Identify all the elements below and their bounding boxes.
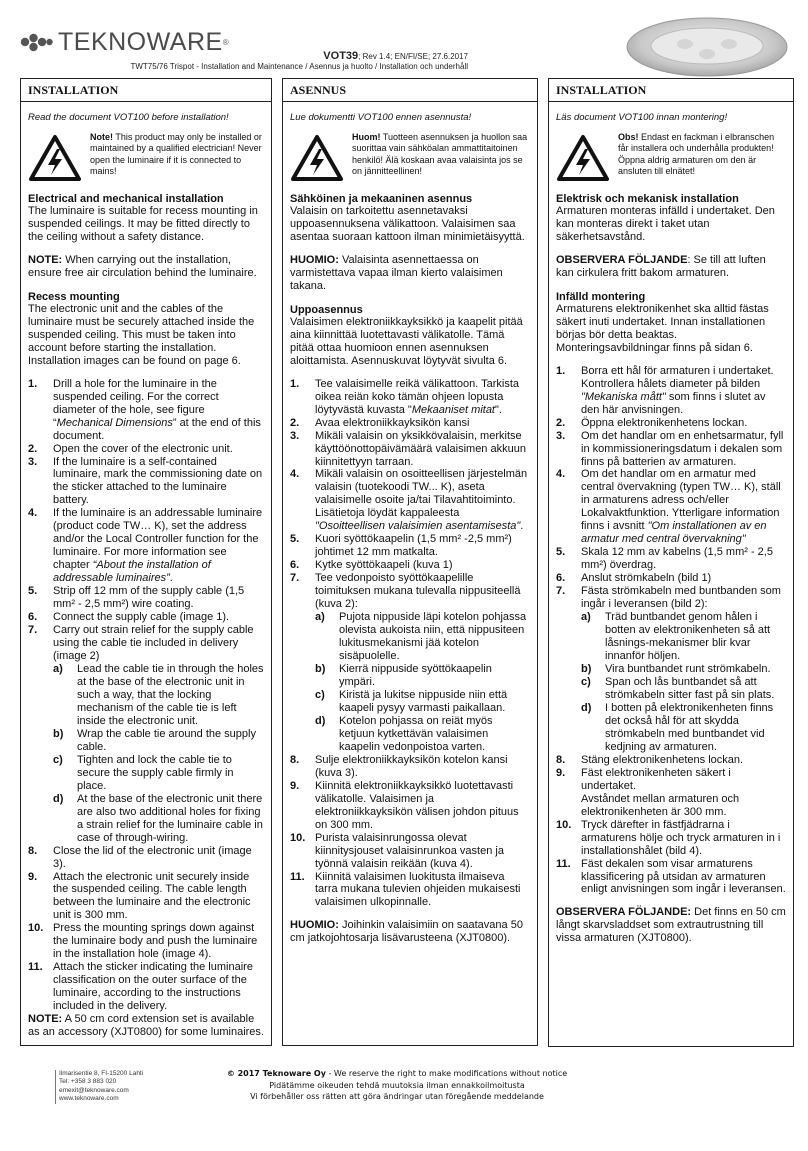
installation-steps xyxy=(290,378,530,910)
accessory-label: HUOMIO: xyxy=(290,919,339,932)
step-item xyxy=(28,456,264,508)
website: www.teknoware.com xyxy=(59,1095,119,1103)
step-number: 9. xyxy=(290,779,300,792)
step-item xyxy=(28,507,264,585)
step-item xyxy=(556,858,786,897)
step-number: 3. xyxy=(290,429,300,442)
step-number: 6. xyxy=(556,572,566,585)
note-text: When carrying out the installation, ensure free air circulation behind the luminaire. xyxy=(28,253,257,279)
warning-triangle-icon xyxy=(290,134,344,182)
electrical-heading: Sähköinen ja mekaaninen asennus xyxy=(290,193,473,205)
step-text-part: . xyxy=(169,572,173,585)
step-number: 10. xyxy=(28,922,44,935)
copyright-fi: Pidätämme oikeuden tehdä muutoksia ilman ennakkoilmoitusta xyxy=(269,1080,525,1090)
sub-step-letter: c) xyxy=(53,753,63,766)
step-number: 6. xyxy=(28,611,38,624)
recess-heading: Uppoasennus xyxy=(290,303,363,316)
step-text: If the luminaire is a self-contained luminaire, mark the commissioning date on the sticker attached to the luminaire battery. xyxy=(53,455,263,507)
accessory-label: OBSERVERA FÖLJANDE: xyxy=(556,906,692,919)
step-text: Kuori syöttökaapelin (1,5 mm² -2,5 mm²) johtimet 12 mm matkalta. xyxy=(315,533,512,559)
sub-step-letter: a) xyxy=(53,663,63,675)
step-item xyxy=(556,468,786,546)
step-item xyxy=(290,559,530,572)
note-label: NOTE: xyxy=(28,253,63,266)
sub-step-text: Span och lås buntbandet så att strömkabeln sitter fast på sin plats. xyxy=(605,675,775,701)
warning-box xyxy=(556,132,786,182)
warning-text: This product may only be installed or maintained by a qualified electrician! Never open the luminaire if it is connected to mains! xyxy=(90,132,262,176)
sub-step xyxy=(315,663,530,689)
step-number: 4. xyxy=(556,468,566,481)
installation-steps xyxy=(556,365,786,897)
section-title: INSTALLATION xyxy=(549,79,793,102)
intro-note: Läs document VOT100 innan montering! xyxy=(556,112,728,123)
step-text: Skala 12 mm av kabelns (1,5 mm² - 2,5 mm²) överdrag. xyxy=(581,546,773,572)
sub-step-letter: c) xyxy=(581,675,591,688)
email: emexit@teknoware.com xyxy=(59,1086,129,1094)
step-item xyxy=(290,754,530,780)
step-number: 8. xyxy=(556,753,566,766)
sub-step-text: Pujota nippuside läpi kotelon pohjassa olevista aukoista niin, että nippusiteen lukitusmekanismi jää kotelon sisäpuolelle. xyxy=(339,611,527,663)
step-text-part: "Om installationen av en armatur med central övervakning" xyxy=(581,520,767,546)
step-text: Kytke syöttökaapeli (kuva 1) xyxy=(315,559,453,572)
step-number: 7. xyxy=(290,572,300,585)
note-paragraph xyxy=(290,254,530,293)
recess-text: Armaturens elektronikenhet ska alltid fästas säkert inuti undertaket. Innan installationen börjas bör detta beaktas. Monteringsavbildningar finns på sidan 6. xyxy=(556,302,769,354)
step-number: 5. xyxy=(556,546,566,559)
step-number: 2. xyxy=(28,442,38,455)
step-text-part: Borra ett hål för armaturen i undertaket. Kontrollera hålets diameter på bilden xyxy=(581,364,774,390)
electrical-heading: Elektrisk och mekanisk installation xyxy=(556,193,739,205)
warning-text: Tuotteen asennuksen ja huollon saa suorittaa vain sähköalan ammattitaitoinen henkilö! Älä koskaan avaa valaisinta jos se on jännitteellinen! xyxy=(352,132,528,176)
step-text: Attach the sticker indicating the luminaire classification on the outer surface of the luminaire, according to the instructions included in the delivery. xyxy=(53,961,253,1013)
recess-text: The electronic unit and the cables of the luminaire must be securely attached inside the suspended ceiling. This must be taken into account before starting the installation. Installation images can be found on page 6. xyxy=(28,302,255,367)
step-number: 5. xyxy=(290,533,300,546)
sub-step-letter: b) xyxy=(581,663,592,675)
sub-steps xyxy=(53,663,264,845)
step-number: 11. xyxy=(556,857,571,870)
recess-text: Valaisimen elektroniikkayksikkö ja kaapelit pitää aina kiinnittää luotettavasti välikatolle. Tämä pitää ottaa huomioon ennen asennuksen aloittamista. Asennuskuvat löytyvät sivulta 6. xyxy=(290,315,523,367)
step-item xyxy=(556,572,786,585)
sub-step xyxy=(53,663,264,728)
column-english xyxy=(20,78,272,1046)
sub-step-letter: a) xyxy=(581,611,591,624)
sub-step-text: I botten på elektronikenheten finns det också hål för att skydda strömkabeln med buntbandet vid kedjning av armaturen. xyxy=(605,701,774,753)
step-text: Mikäli valaisin on yksikkövalaisin, merkitse käyttöönottopäivämäärä valaisimen akkuun kiinnitettyyn tarraan. xyxy=(315,429,526,468)
step-item xyxy=(28,624,264,844)
step-item xyxy=(556,754,786,767)
sub-step xyxy=(53,728,264,754)
step-text: Press the mounting springs down against the luminaire body and push the luminaire in the installation hole (image 4). xyxy=(53,922,258,961)
accessory-text: Joihinkin valaisimiin on saatavana 50 cm jatkojohtosarja lisävarusteena (XJT0800). xyxy=(290,919,523,945)
step-text: Om det handlar om en enhetsarmatur, fyll in kommissioneringsdatum i dekalen som finns på batterien av armaturen. xyxy=(581,429,784,468)
step-text-part: ” at the end of this document. xyxy=(53,416,261,442)
step-text-part: "Osoitteellisen valaisimien asentamisesta" xyxy=(315,520,521,533)
warning-label: Huom! xyxy=(352,132,381,142)
sub-step-letter: c) xyxy=(315,688,325,701)
step-number: 6. xyxy=(290,559,300,572)
step-text: Stäng elektronikenhetens lockan. xyxy=(581,753,744,766)
sub-steps xyxy=(315,611,530,754)
step-item xyxy=(290,378,530,417)
step-text-part: Mekaaniset mitat xyxy=(411,403,495,416)
step-text: Close the lid of the electronic unit (image 3). xyxy=(53,844,252,870)
step-number: 9. xyxy=(28,870,38,883)
step-text: Purista valaisinrungossa olevat kiinnitysjouset valaisinrunkoa vasten ja työnnä valaisin reikään (kuva 4). xyxy=(315,831,504,870)
step-number: 7. xyxy=(28,624,38,637)
step-item xyxy=(556,585,786,754)
note-text: : Se till att luften kan cirkulera fritt bakom armaturen. xyxy=(556,253,766,279)
step-text: Open the cover of the electronic unit. xyxy=(53,442,233,455)
sub-step xyxy=(581,676,786,702)
step-number: 10. xyxy=(290,831,306,844)
step-text: Kiinnitä elektroniikkayksikkö luotettavasti välikatolle. Valaisimen ja elektroniikkayksikön välisen johdon pituus on 300 mm. xyxy=(315,779,519,831)
step-item xyxy=(28,443,264,456)
copyright-holder: © 2017 Teknoware Oy xyxy=(226,1069,326,1078)
accessory-note xyxy=(556,906,786,945)
accessory-text: A 50 cm cord extension set is available as an accessory (XJT0800) for some luminaires. xyxy=(28,1013,264,1039)
step-number: 5. xyxy=(28,585,38,598)
warning-triangle-icon xyxy=(28,134,82,182)
sub-step-text: At the base of the electronic unit there are also two additional holes for fixing a strain relief for the luminaire cable in case of through-wiring. xyxy=(77,792,263,844)
sub-step-text: Tighten and lock the cable tie to secure the supply cable firmly in place. xyxy=(77,753,234,792)
sub-step xyxy=(581,663,786,676)
step-item xyxy=(290,572,530,754)
step-item xyxy=(556,546,786,572)
step-text: Attach the electronic unit securely inside the suspended ceiling. The cable length between the luminaire and the electronic unit is 300 mm. xyxy=(53,870,251,922)
sub-step-text: Kierrä nippuside syöttökaapelin ympäri. xyxy=(339,663,492,688)
step-number: 2. xyxy=(290,416,300,429)
note-label: OBSERVERA FÖLJANDE xyxy=(556,253,688,266)
step-text: Fäst elektronikenheten säkert i undertaket. xyxy=(581,766,731,792)
installation-steps xyxy=(28,378,264,1013)
doc-meta: ; Rev 1.4; EN/FI/SE; 27.6.2017 xyxy=(358,52,468,61)
copyright-en: - We reserve the right to make modifications without notice xyxy=(325,1069,568,1078)
step-item xyxy=(290,832,530,871)
step-text: Connect the supply cable (image 1). xyxy=(53,611,230,624)
step-text-part: Drill a hole for the luminaire in the suspended ceiling. For the correct diameter of the hole, see figure “ xyxy=(53,377,219,429)
recess-heading: Recess mounting xyxy=(28,290,120,303)
column-swedish xyxy=(548,78,794,1047)
warning-box xyxy=(290,132,530,182)
step-number: 4. xyxy=(28,507,38,520)
brand-name: TEKNOWARE xyxy=(58,28,223,56)
page-header xyxy=(0,0,808,78)
step-text-part: "Mekaniska mått" xyxy=(581,390,666,403)
registered-mark: ® xyxy=(222,38,229,47)
company-address xyxy=(55,1070,165,1104)
section-title: ASENNUS xyxy=(283,79,537,102)
warning-triangle-icon xyxy=(556,134,610,182)
step-number: 8. xyxy=(290,753,300,766)
step-text-part: If the luminaire is an addressable luminaire (product code TW… K), set the address and/or the Local Controller function for the luminaire. For more information see chapter xyxy=(53,507,263,572)
step-number: 1. xyxy=(28,377,38,390)
step-item xyxy=(28,961,264,1013)
warning-text: Endast en fackman i elbranschen får installera och underhålla produkten! Öppna aldrig armaturen om den är ansluten till elnätet! xyxy=(618,132,775,176)
step-item xyxy=(556,767,786,819)
sub-step-letter: d) xyxy=(315,714,326,727)
step-text-part: Tee valaisimelle reikä välikattoon. Tarkista oikea reiän koko tämän ohjeen lopusta löytyvästä kuvasta " xyxy=(315,377,519,416)
sub-step-letter: d) xyxy=(53,792,64,805)
electrical-text: Armaturen monteras infälld i undertaket. Den kan monteras direkt i taket utan säkerhetsavstånd. xyxy=(556,205,775,243)
step-number: 3. xyxy=(28,455,38,468)
step-item xyxy=(290,468,530,533)
sub-step xyxy=(53,793,264,845)
step-item xyxy=(28,378,264,443)
step-item xyxy=(290,871,530,910)
electrical-text: The luminaire is suitable for recess mounting in suspended ceilings. It may be fitted directly to the ceiling without a safety distance. xyxy=(28,205,258,243)
sub-step-letter: b) xyxy=(53,727,64,740)
step-text: Anslut strömkabeln (bild 1) xyxy=(581,572,712,585)
step-item xyxy=(28,585,264,611)
step-text-part: ". xyxy=(495,403,502,416)
step-item xyxy=(556,365,786,417)
luminaire-image xyxy=(625,16,790,78)
warning-label: Note! xyxy=(90,132,113,142)
sub-steps xyxy=(581,611,786,754)
step-item xyxy=(290,780,530,832)
accessory-note xyxy=(290,919,530,945)
intro-note: Read the document VOT100 before installation! xyxy=(28,112,229,123)
sub-step xyxy=(53,754,264,793)
step-text: Fästa strömkabeln med buntbanden som ingår i leveransen (bild 2): xyxy=(581,585,781,611)
electrical-heading: Electrical and mechanical installation xyxy=(28,193,224,205)
warning-box xyxy=(28,132,264,182)
step-number: 10. xyxy=(556,818,572,831)
sub-step-text: Träd buntbandet genom hålen i botten av elektronikenheten så att låsnings-mekanismer blir kvar innanför höljen. xyxy=(605,611,771,663)
doc-info xyxy=(68,50,468,71)
sub-step-text: Wrap the cable tie around the supply cable. xyxy=(77,727,256,753)
step-number: 2. xyxy=(556,416,566,429)
sub-step-letter: b) xyxy=(315,663,326,675)
accessory-note xyxy=(28,1013,264,1039)
intro-note: Lue dokumentti VOT100 ennen asennusta! xyxy=(290,112,472,123)
sub-step xyxy=(315,611,530,663)
step-text: Avaa elektroniikkayksikön kansi xyxy=(315,416,470,429)
step-text-part: Om det handlar om en armatur med central övervakning (typen TW… K), ställ in armaturens adress och/eller Lokalvaktfunktion. Ytterligare information finns i avsnitt xyxy=(581,468,781,533)
step-number: 1. xyxy=(290,377,300,390)
step-text: Kiinnitä valaisimen luokitusta ilmaiseva tarra mukana tulevien ohjeiden mukaisesti valaisimen ulkopinnalle. xyxy=(315,870,521,909)
step-text-part: “About the installation of addressable luminaires” xyxy=(53,559,211,585)
sub-step-text: Lead the cable tie in through the holes at the base of the electronic unit in such a way, that the locking mechanism of the cable tie is left inside the electronic unit. xyxy=(77,663,264,727)
recess-heading: Infälld montering xyxy=(556,290,646,303)
logo-dots-icon xyxy=(20,33,54,53)
doc-code: VOT39 xyxy=(323,50,359,62)
step-text: Öppna elektronikenhetens lockan. xyxy=(581,416,748,429)
section-title: INSTALLATION xyxy=(21,79,271,102)
doc-subtitle: TWT75/76 Trispot - Installation and Maintenance / Asennus ja huolto / Installation och underhåll xyxy=(130,62,468,71)
step-item xyxy=(290,417,530,430)
sub-step xyxy=(315,715,530,754)
step-item xyxy=(28,871,264,923)
sub-step-letter: a) xyxy=(315,611,325,624)
note-paragraph xyxy=(28,254,264,280)
step-text: Tee vedonpoisto syöttökaapelille toimituksen mukana tulevalla nippusiteellä (kuva 2): xyxy=(315,572,521,611)
step-item xyxy=(290,533,530,559)
sub-step xyxy=(581,702,786,754)
step-text: Strip off 12 mm of the supply cable (1,5 mm² - 2,5 mm²) wire coating. xyxy=(53,585,245,611)
step-number: 11. xyxy=(28,961,43,974)
address-line: Ilmarisentie 8, FI-15200 Lahti xyxy=(59,1070,144,1077)
step-number: 1. xyxy=(556,364,566,377)
step-text-part: Mechanical Dimensions xyxy=(56,416,173,429)
step-number: 8. xyxy=(28,844,38,857)
copyright xyxy=(200,1068,594,1103)
step-text: Tryck därefter in fästfjädrarna i armaturens hölje och tryck armaturen in i installationshålet (bild 4). xyxy=(581,818,781,857)
step-number: 3. xyxy=(556,429,566,442)
step-text-part: som finns i slutet av den här anvisningen. xyxy=(581,390,766,416)
step-number: 7. xyxy=(556,585,566,598)
step-item xyxy=(556,819,786,858)
column-finnish xyxy=(282,78,538,1046)
step-text: Fäst dekalen som visar armaturens klassificering på utsidan av armaturen enligt anvisningen som ingår i leveransen. xyxy=(581,857,786,896)
step-text-part: Mikäli valaisin on osoitteellisen järjestelmän valaisin (tuotekoodi TW... K), aseta valaisimelle osoite ja/tai Tilavahtitoiminto. Lisätietoja löydät kappaleesta xyxy=(315,468,528,520)
step-number: 9. xyxy=(556,766,566,779)
step-item xyxy=(28,845,264,871)
step-number: 11. xyxy=(290,870,305,883)
electrical-text: Valaisin on tarkoitettu asennetavaksi uppoasennuksena välikattoon. Valaisimen saa asentaa suoraan kattoon ilman minimietäisyyttä. xyxy=(290,205,525,243)
copyright-se: Vi förbehåller oss rätten att göra ändringar utan föregående meddelande xyxy=(250,1092,544,1102)
sub-step-text: Kotelon pohjassa on reiät myös ketjuun kytkettävän valaisimen kaapelin vedonpoistoa varten. xyxy=(339,714,493,753)
note-paragraph xyxy=(556,254,786,280)
sub-step-text: Kiristä ja lukitse nippuside niin että kaapeli pysyy varmasti paikallaan. xyxy=(339,688,508,714)
step-text-part: . xyxy=(520,520,524,533)
note-label: HUOMIO: xyxy=(290,253,339,266)
step-number: 4. xyxy=(290,468,300,481)
step-item xyxy=(28,922,264,961)
note-text: Valaisinta asennettaessa on varmistettava vapaa ilman kierto valaisimen takana. xyxy=(290,253,503,292)
sub-step xyxy=(581,611,786,663)
step-text: Carry out strain relief for the supply cable using the cable tie included in delivery (image 2) xyxy=(53,624,254,663)
step-extra: Avståndet mellan armaturen och elektronikenheten är 300 mm. xyxy=(581,792,740,818)
phone: Tel: +358 3 883 020 xyxy=(59,1078,117,1086)
step-item xyxy=(556,430,786,469)
accessory-text: Det finns en 50 cm långt skarvsladdset som extrautrustning till vissa armaturen (XJT0800). xyxy=(556,906,786,945)
sub-step-letter: d) xyxy=(581,701,592,714)
step-text: Sulje elektroniikkayksikön kotelon kansi (kuva 3). xyxy=(315,753,508,779)
step-item xyxy=(28,611,264,624)
step-item xyxy=(556,417,786,430)
accessory-label: NOTE: xyxy=(28,1013,63,1026)
sub-step xyxy=(315,689,530,715)
warning-label: Obs! xyxy=(618,132,639,142)
sub-step-text: Vira buntbandet runt strömkabeln. xyxy=(605,663,771,675)
step-item xyxy=(290,430,530,469)
